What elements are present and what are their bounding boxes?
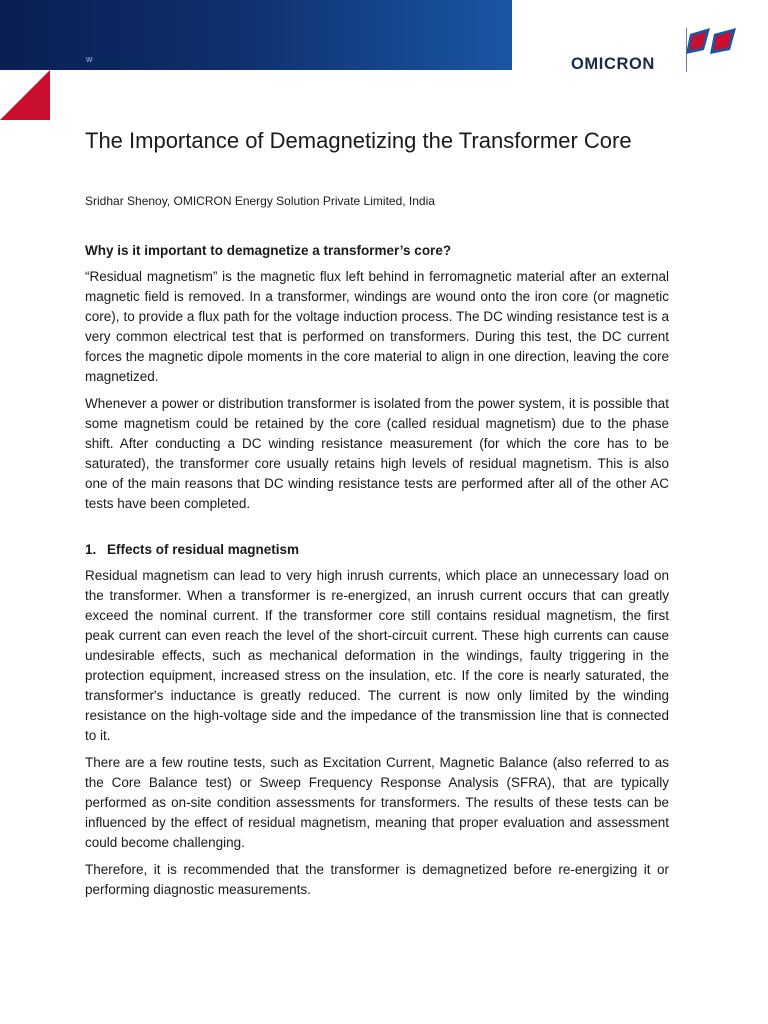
section-1-title: Effects of residual magnetism xyxy=(107,542,300,557)
author-line: Sridhar Shenoy, OMICRON Energy Solution Private Limited, India xyxy=(85,194,435,208)
section-1-paragraph-3: Therefore, it is recommended that the transformer is demagnetized before re-energizing it or performing diagnostic measurements. xyxy=(85,862,669,897)
document-title: The Importance of Demagnetizing the Transformer Core xyxy=(85,128,632,153)
intro-heading: Why is it important to demagnetize a transformer’s core? xyxy=(85,243,452,258)
section-1-paragraph-1: Residual magnetism can lead to very high inrush currents, which place an unnecessary load on the transformer. When a transformer is re-energized, an inrush current occurs that can greatly exceed the nominal current. If the transformer core still contains residual magnetism, the first peak current can even reach the level of the short-circuit current. These high currents can cause undesirable effects, such as mechanical deformation in the windings, faulty triggering in the protection equipment, increased stress on the insulation, etc. If the core is nearly saturated, the transformer's inductance is greatly reduced. The current is now only limited by the winding resistance on the high-voltage side and the impedance of the transmission line that is connected to it. xyxy=(85,568,669,743)
header-band xyxy=(0,0,512,70)
intro-paragraph-2: Whenever a power or distribution transformer is isolated from the power system, it is possible that some magnetism could be retained by the core (called residual magnetism) due to the phase shift. After conducting a DC winding resistance measurement (for which the core has to be saturated), the transformer core usually retains high levels of residual magnetism. This is also one of the main reasons that DC winding resistance tests are performed after all of the other AC tests have been completed. xyxy=(85,396,669,511)
brand-wordmark: OMICRON xyxy=(571,55,655,73)
intro-paragraph-1: “Residual magnetism” is the magnetic flux left behind in ferromagnetic material after an external magnetic field is removed. In a transformer, windings are wound onto the iron core (or magnetic core), to provide a flux path for the voltage induction process. The DC winding resistance test is a very common electrical test that is performed on transformers. During this test, the DC current forces the magnetic dipole moments in the core material to align in one direction, leaving the core magnetized. xyxy=(85,269,669,384)
section-1-paragraph-2: There are a few routine tests, such as Excitation Current, Magnetic Balance (also referred to as the Core Balance test) or Sweep Frequency Response Analysis (SFRA), that are typically performed as on-site condition assessments for transformers. The results of these tests can be influenced by the effect of residual magnetism, meaning that proper evaluation and assessment could become challenging. xyxy=(85,755,669,850)
header-mark: w xyxy=(86,54,93,64)
section-1-number: 1. xyxy=(85,542,97,557)
omicron-logo-icon xyxy=(684,24,744,72)
document-body xyxy=(85,241,669,907)
red-corner-accent xyxy=(0,70,50,120)
section-1-heading xyxy=(85,540,669,560)
